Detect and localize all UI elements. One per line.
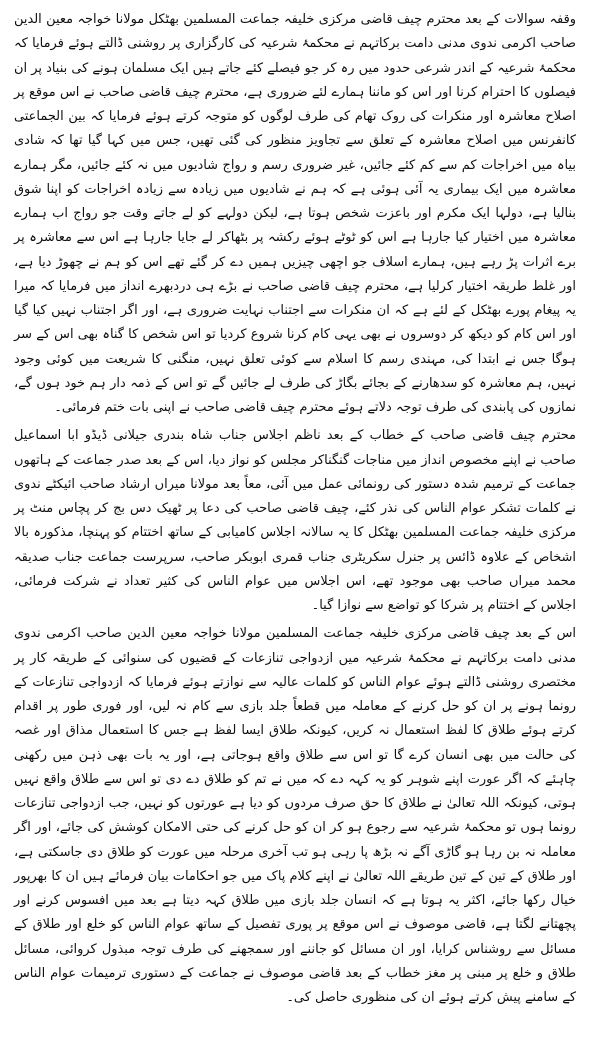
paragraph-marital-disputes: اس کے بعد چیف قاضی مرکزی خلیفہ جماعت المسلمین مولانا خواجہ معین الدین صاحب اکرمی ندوی مدنی دامت برکاتہم نے محکمۂ شرعیہ میں ازدواجی تنازعات کے قضیوں کی سنوائی کے طریقہ کار پر مختصری روشنی ڈالتے ہوئے عوام الناس کو کلمات عالیہ سے نوازتے ہوئے فرمایا کہ ازدواجی تنازعات کے رونما ہونے پر ان کو حل کرنے کے معاملہ میں قطعاً جلد بازی سے کام نہ لیں، اور فوری طور پر اقدام کرتے ہوئے طلاق کا لفظ استعمال نہ کریں، کیونکہ طلاق ایسا لفظ ہے جس کا استعمال مذاق اور غصہ کی حالت میں بھی انسان کرے گا تو اس سے طلاق واقع ہوجاتی ہے، اور یہ بات بھی ذہن میں رکھنی چاہئے کہ اگر عورت اپنے شوہر کو یہ کہہ دے کہ میں نے تم کو طلاق دے دی تو اس سے طلاق واقع نہیں ہوتی، کیونکہ اللہ تعالیٰ نے طلاق کا حق صرف مردوں کو دیا ہے عورتوں کو نہیں، جب ازدواجی تنازعات رونما ہوں تو محکمۂ شرعیہ سے رجوع ہو کر ان کو حل کرنے کی حتی الامکان کوشش کی جائے، اور اگر معاملہ نہ بن رہا ہو گاڑی آگے نہ بڑھ پا رہی ہو تب آخری مرحلہ میں عورت کو طلاق دی جاسکتی ہے، اور طلاق کے تین کے تین طریقے اللہ تعالیٰ نے اپنے کلام پاک میں جو احکامات بیان فرمائے ہیں ان کا بھرپور خیال رکھا جائے، اکثر یہ ہوتا ہے کہ انسان جلد بازی میں طلاق کہہ دیتا ہے بعد میں افسوس کرنے اور پچھتانے لگتا ہے، قاضی موصوف نے اس موقع پر پوری تفصیل کے ساتھ عوام الناس کو خلع اور طلاق کے مسائل سے روشناس کرایا، اور ان مسائل کو جاننے اور سمجھنے کی طرف توجہ مبذول کروائی، مسائل طلاق و خلع پر مبنی پر مغز خطاب کے بعد قاضی موصوف نے جماعت کے دستوری ترمیمات عوام الناس کے سامنے پیش کرتے ہوئے ان کی منظوری حاصل کی۔ [14,626,576,1005]
paragraph-closing-session: محترم چیف قاضی صاحب کے خطاب کے بعد ناظم اجلاس جناب شاہ بندری جیلانی ڈیڈو ابا اسماعیل صاحب نے اپنے مخصوص انداز میں مناجات گنگناکر مجلس کو نواز دیا، اس کے بعد صدر جماعت کے ہاتھوں جماعت کے ترمیم شدہ دستور کی رونمائی عمل میں آئی، معاً بعد مولانا میراں ارشاد صاحب ائیکٹے ندوی نے کلمات تشکر عوام الناس کی نذر کئے، چیف قاضی صاحب کی دعا پر ٹھیک دس بج کر پچاس منٹ پر مرکزی خلیفہ جماعت المسلمین بھٹکل کا یہ سالانہ اجلاس کامیابی کے ساتھ اختتام کو پہنچا، مذکورہ بالا اشخاص کے علاوہ ڈائس پر جنرل سکریٹری جناب قمری ابوبکر صاحب، سرپرست جماعت جناب صدیقہ محمد میراں صاحب بھی موجود تھے، اس اجلاس میں عوام الناس کی کثیر تعداد نے شرکت فرمائی، اجلاس کے اختتام پر شرکا کو تواضع سے نوازا گیا۔ [14,428,576,613]
paragraph-qa-session: وقفہ سوالات کے بعد محترم چیف قاضی مرکزی خلیفہ جماعت المسلمین بھٹکل مولانا خواجہ معین الدین صاحب اکرمی ندوی مدنی دامت برکاتہم نے محکمۂ شرعیہ کی کارگزاری پر روشنی ڈالتے ہوئے فرمایا کہ محکمۂ شرعیہ کے اندر شرعی حدود میں رہ کر جو فیصلے کئے جاتے ہیں ایک مسلمان ہونے کی بنیاد پر ان فیصلوں کا احترام کرنا اور اس کو ماننا ہمارے لئے ضروری ہے، محترم چیف قاضی صاحب نے اس موقع پر اصلاح معاشرہ اور منکرات کی روک تھام کی طرف لوگوں کو متوجہ کرتے ہوئے فرمایا کہ بین الجماعتی کانفرنس میں اصلاح معاشرہ کے تعلق سے تجاویز منظور کی گئی تھیں، جس میں کہا گیا تھا کہ شادی بیاہ میں اخراجات کم سے کم کئے جائیں، غیر ضروری رسم و رواج شادیوں میں نہ کئے جائیں، مگر ہمارے معاشرہ میں ایک بیماری یہ آئی ہوئی ہے کہ ہم نے شادیوں میں زیادہ سے زیادہ اخراجات کو اپنا شوق بنالیا ہے، دولہا ایک مکرم اور باعزت شخص ہوتا ہے، لیکن دولہے کو لے جاتے وقت جو رواج اب ہمارے معاشرہ میں اختیار کیا جارہا ہے اس کو ٹوٹے ہوئے رکشہ پر بٹھاکر لے جایا جارہا ہے اس سے معاشرہ پر برے اثرات پڑ رہے ہیں، ہمارے اسلاف جو اچھی چیزیں ہمیں دے کر گئے تھے اس کو ہم نے چھوڑ دیا ہے، اور غلط طریقہ اختیار کرلیا ہے، محترم چیف قاضی صاحب نے بڑے ہی دردبھرے انداز میں فرمایا کہ میرا یہ پیغام پورے بھٹکل کے لئے ہے کہ ان منکرات سے اجتناب نہایت ضروری ہے، اور اگر اجتناب نہیں کیا گیا اور اس کام کو دیکھ کر دوسروں نے بھی یہی کام کرنا شروع کردیا تو اس شخص کا گناہ بھی اس کے سر ہوگا جس نے ابتدا کی، مہندی رسم کا اسلام سے کوئی تعلق نہیں، منگنی کا شریعت میں کوئی وجود نہیں، ہم معاشرہ کو سدھارنے کے بجائے بگاڑ کی طرف لے جائیں گے تو اس کے ذمہ دار ہم خود ہوں گے، نمازوں کی پابندی کی طرف توجہ دلاتے ہوئے محترم چیف قاضی صاحب نے اپنی بات ختم فرمائی۔ [14,12,576,415]
